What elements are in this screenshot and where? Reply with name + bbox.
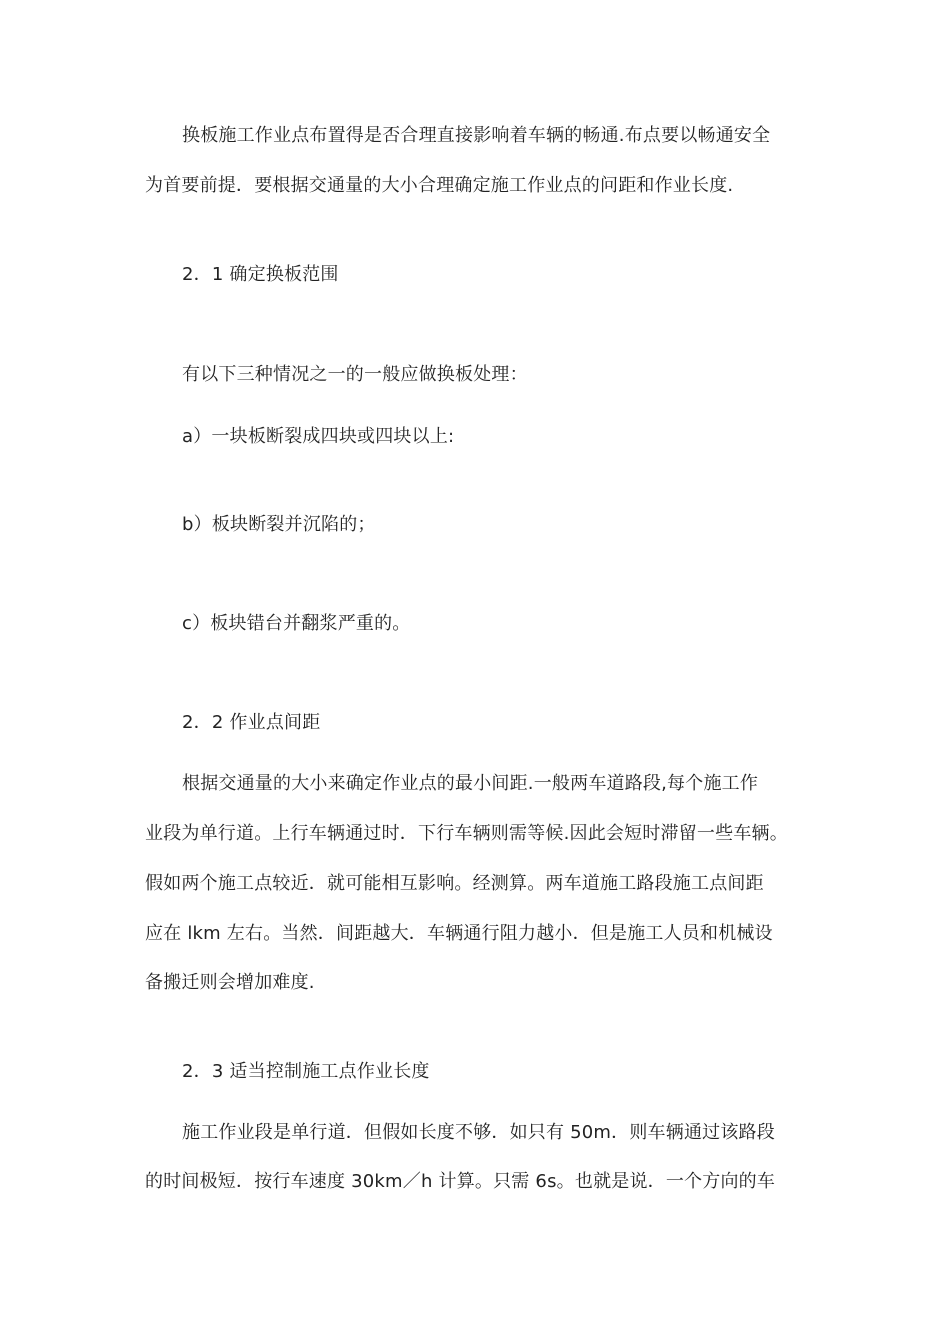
paragraph-1-line-1: 换板施工作业点布置得是否合理直接影响着车辆的畅通.布点要以畅通安全: [182, 125, 771, 146]
paragraph-3-line-2: 的时间极短．按行车速度 30km／h 计算。只需 6s。也就是说．一个方向的车: [145, 1171, 776, 1192]
paragraph-2-line-5: 备搬迁则会增加难度.: [145, 972, 315, 993]
paragraph-2-line-4: 应在 lkm 左右。当然．间距越大．车辆通行阻力越小．但是施工人员和机械设: [145, 923, 773, 944]
list-intro: 有以下三种情况之一的一般应做换板处理：: [182, 364, 528, 385]
paragraph-2-line-2: 业段为单行道。上行车辆通过时．下行车辆则需等候.因此会短时滞留一些车辆。: [145, 823, 788, 844]
paragraph-2-line-3: 假如两个施工点较近．就可能相互影响。经测算。两车道施工路段施工点间距: [145, 873, 764, 894]
section-heading-2-2: 2．2 作业点间距: [182, 712, 321, 733]
list-item-c: c）板块错台并翻浆严重的。: [182, 613, 411, 634]
paragraph-3-line-1: 施工作业段是单行道．但假如长度不够．如只有 50m．则车辆通过该路段: [182, 1122, 775, 1143]
list-item-a: a）一块板断裂成四块或四块以上:: [182, 426, 455, 447]
paragraph-2-line-1: 根据交通量的大小来确定作业点的最小间距.一般两车道路段,每个施工作: [182, 773, 759, 794]
section-heading-2-3: 2．3 适当控制施工点作业长度: [182, 1061, 430, 1082]
paragraph-1-line-2: 为首要前提．要根据交通量的大小合理确定施工作业点的问距和作业长度.: [145, 175, 734, 196]
section-heading-2-1: 2．1 确定换板范围: [182, 264, 339, 285]
list-item-b: b）板块断裂并沉陷的；: [182, 514, 376, 535]
